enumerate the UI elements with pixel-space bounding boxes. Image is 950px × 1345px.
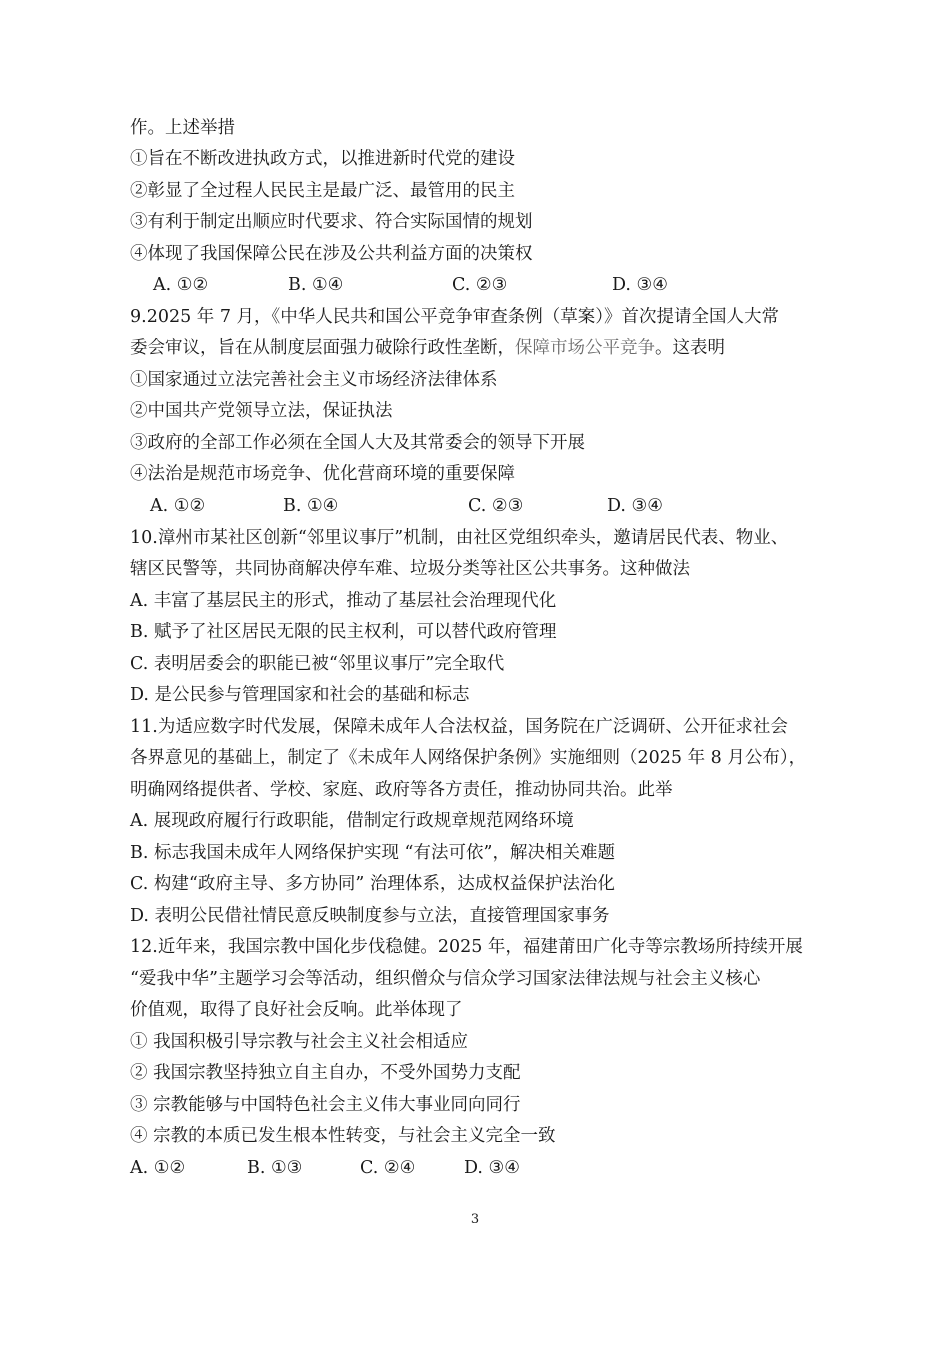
q11-option-d: D. 表明公民借社情民意反映制度参与立法，直接管理国家事务	[130, 906, 610, 926]
q8-item-1: ①旨在不断改进执政方式，以推进新时代党的建设	[130, 149, 515, 169]
q12-option-d: D. ③④	[464, 1158, 520, 1178]
q12-stem-line-3: 价值观，取得了良好社会反响。此举体现了	[130, 1000, 463, 1020]
q10-option-b: B. 赋予了社区居民无限的民主权利，可以替代政府管理	[130, 622, 557, 642]
q8-item-3: ③有利于制定出顺应时代要求、符合实际国情的规划	[130, 212, 533, 232]
q8-option-c: C. ②③	[452, 275, 508, 295]
q11-option-c: C. 构建“政府主导、多方协同” 治理体系，达成权益保护法治化	[130, 874, 615, 894]
q9-stem-text: 委会审议，旨在从制度层面强力破除行政性垄断，	[130, 338, 515, 358]
q11-stem-line-2: 各界意见的基础上，制定了《未成年人网络保护条例》实施细则（2025 年 8 月公布），	[130, 748, 807, 768]
q11-stem-line-1: 11.为适应数字时代发展，保障未成年人合法权益，国务院在广泛调研、公开征求社会	[130, 717, 788, 737]
q12-item-3: ③ 宗教能够与中国特色社会主义伟大事业同向同行	[130, 1095, 521, 1115]
q9-option-d: D. ③④	[607, 496, 663, 516]
q12-item-1: ① 我国积极引导宗教与社会主义社会相适应	[130, 1032, 469, 1052]
q10-option-d: D. 是公民参与管理国家和社会的基础和标志	[130, 685, 470, 705]
q12-item-4: ④ 宗教的本质已发生根本性转变，与社会主义完全一致	[130, 1126, 556, 1146]
q10-stem-line-1: 10.漳州市某社区创新“邻里议事厅”机制，由社区党组织牵头，邀请居民代表、物业、	[130, 528, 789, 548]
q12-option-a: A. ①②	[130, 1158, 186, 1178]
q12-stem-line-2: “爱我中华”主题学习会等活动，组织僧众与信众学习国家法律法规与社会主义核心	[130, 969, 761, 989]
q9-item-2: ②中国共产党领导立法，保证执法	[130, 401, 393, 421]
q9-option-b: B. ①④	[283, 496, 339, 516]
q11-option-a: A. 展现政府履行行政职能，借制定行政规章规范网络环境	[130, 811, 574, 831]
q9-option-c: C. ②③	[468, 496, 524, 516]
q9-stem-line-2	[130, 337, 850, 359]
q8-option-b: B. ①④	[288, 275, 344, 295]
q8-option-d: D. ③④	[612, 275, 668, 295]
q9-option-a: A. ①②	[150, 496, 206, 516]
q8-item-4: ④体现了我国保障公民在涉及公共利益方面的决策权	[130, 244, 533, 264]
q11-option-b: B. 标志我国未成年人网络保护实现 “有法可依”，解决相关难题	[130, 843, 615, 863]
q9-stem-tail: 。这表明	[655, 338, 725, 358]
q9-item-1: ①国家通过立法完善社会主义市场经济法律体系	[130, 370, 498, 390]
page-number: 3	[470, 1212, 480, 1227]
q8-item-2: ②彰显了全过程人民民主是最广泛、最管用的民主	[130, 181, 515, 201]
q10-option-c: C. 表明居委会的职能已被“邻里议事厅”完全取代	[130, 654, 505, 674]
q8-option-a: A. ①②	[153, 275, 209, 295]
q9-highlight-text: 保障市场公平竞争	[515, 338, 655, 358]
q10-option-a: A. 丰富了基层民主的形式，推动了基层社会治理现代化	[130, 591, 557, 611]
q8-continuation: 作。上述举措	[130, 118, 235, 138]
q12-stem-line-1: 12.近年来，我国宗教中国化步伐稳健。2025 年，福建莆田广化寺等宗教场所持续开展	[130, 937, 803, 957]
q9-item-4: ④法治是规范市场竞争、优化营商环境的重要保障	[130, 464, 515, 484]
q12-option-b: B. ①③	[247, 1158, 303, 1178]
q10-stem-line-2: 辖区民警等，共同协商解决停车难、垃圾分类等社区公共事务。这种做法	[130, 559, 690, 579]
q11-stem-line-3: 明确网络提供者、学校、家庭、政府等各方责任，推动协同共治。此举	[130, 780, 673, 800]
q9-item-3: ③政府的全部工作必须在全国人大及其常委会的领导下开展	[130, 433, 585, 453]
q12-option-c: C. ②④	[360, 1158, 416, 1178]
q9-stem-line-1: 9.2025 年 7 月，《中华人民共和国公平竞争审查条例（草案）》首次提请全国人大常	[130, 307, 780, 327]
q12-item-2: ② 我国宗教坚持独立自主自办，不受外国势力支配	[130, 1063, 521, 1083]
